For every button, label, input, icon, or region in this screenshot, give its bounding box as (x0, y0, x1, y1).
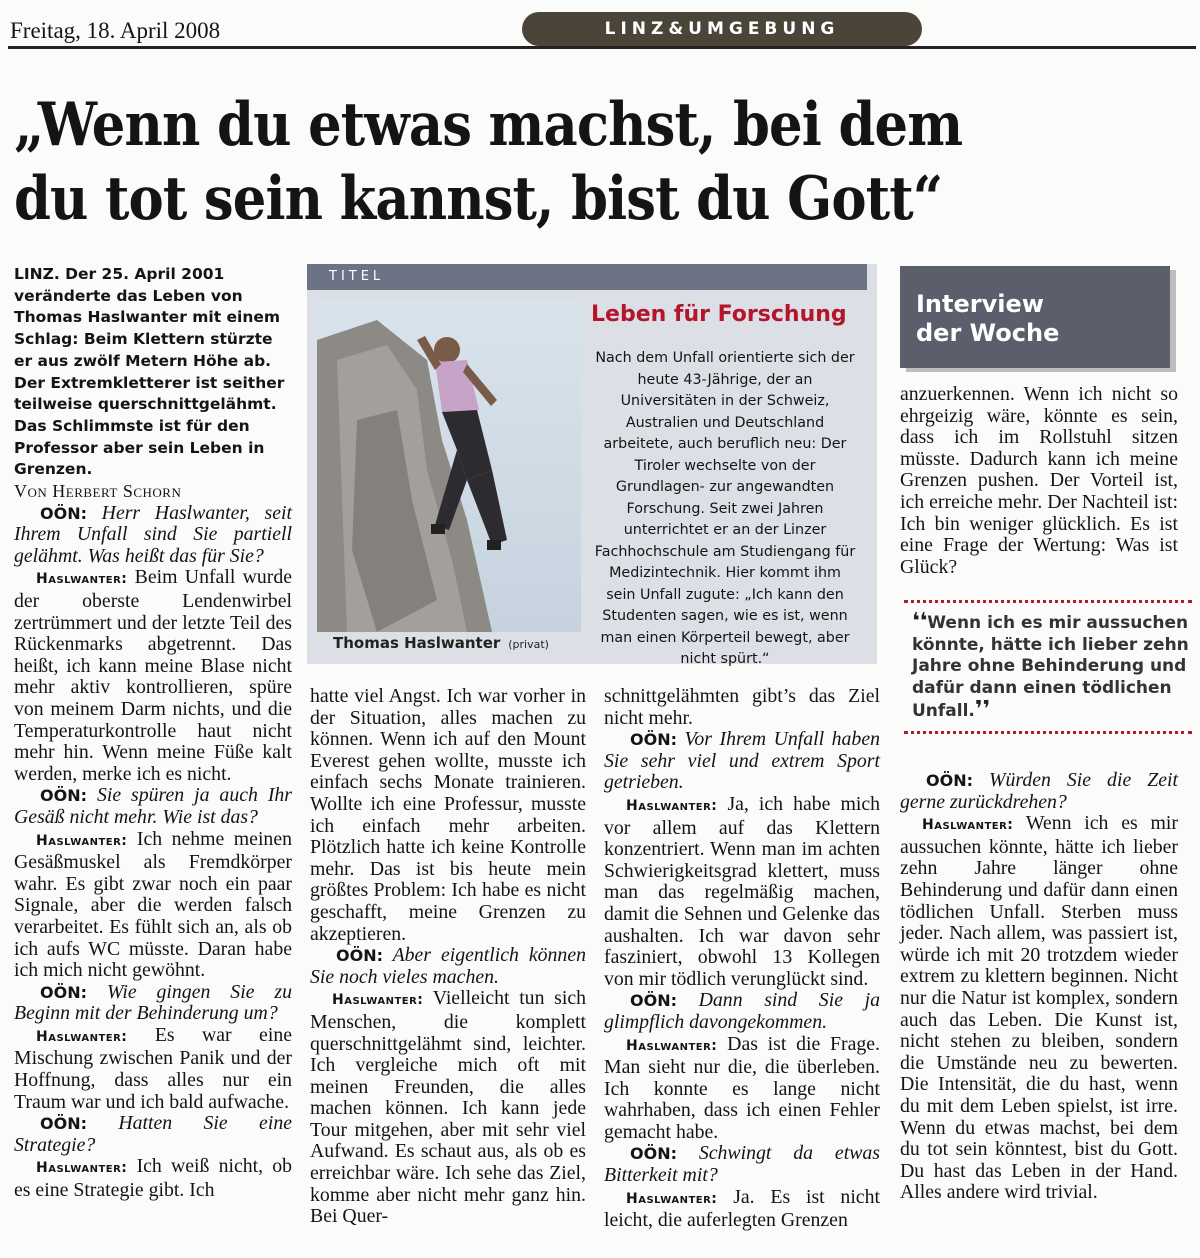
caption-name: Thomas Haslwanter (333, 634, 501, 652)
question-text: Hatten Sie eine Strategie? (14, 1112, 293, 1156)
photo-caption (333, 634, 549, 652)
interview-banner (900, 266, 1170, 368)
answer-text: Beim Unfall wurde der oberste Lendenwirbel zertrümmert und der letzte Teil des Rückenmarks abgetrennt. Das heißt, ich kann meine Blase nicht mehr aktiv kontrollieren, spüre von meinem Darm nichts, und die Temperaturkontrolle haut nicht mehr hin. Wenn meine Füße kalt werden, merke ich es nicht. (14, 566, 293, 785)
question (14, 503, 292, 568)
question (14, 1113, 292, 1156)
question-text: Vor Ihrem Unfall haben Sie sehr viel und extrem Sport getrieben. (604, 728, 880, 794)
label-interviewer: OÖN: (926, 771, 973, 790)
quote-close-icon: ❜❜ (974, 697, 991, 723)
label-interviewee: Haslwanter: (626, 1190, 718, 1207)
label-interviewer: OÖN: (630, 730, 677, 750)
box-title: Leben für Forschung (591, 302, 847, 327)
answer (604, 794, 880, 990)
question (310, 945, 586, 988)
answer (14, 829, 292, 982)
answer (604, 1187, 880, 1232)
label-interviewer: OÖN: (336, 946, 383, 966)
article-column-4-lower (900, 770, 1178, 1204)
label-interviewee: Haslwanter: (922, 817, 1014, 834)
question (604, 990, 880, 1033)
pull-quote (904, 603, 1192, 731)
box-text: Nach dem Unfall orientierte sich der heute 43-Jährige, der an Universitäten in der Schweiz, Australien und Deutschland arbeitete, auch beruflich neu: Der Tiroler wechselte von der Grundlagen- zur angewandten Forschung. Seit zwei Jahren unterrichtet er an der Linzer Fachhochschule am Studiengang für Medizintechnik. Hier kommt ihm sein Unfall zugute: „Ich kann den Studenten sagen, wie es ist, wenn man einen Körperteil bewegt, aber nicht spürt.“ (594, 350, 856, 667)
label-interviewer: OÖN: (40, 503, 87, 523)
pull-quote-text: Wenn ich es mir aussuchen könnte, hätte ich lieber zehn Jahre ohne Behinderung und dafür dann einen tödlichen Unfall. (912, 613, 1189, 722)
label-interviewer: OÖN: (40, 786, 87, 806)
answer-text: Ja. Es ist nicht leicht, die auferlegten Grenzen (604, 1185, 880, 1232)
section-banner: LINZ&UMGEBUNG (522, 12, 922, 46)
label-interviewer: OÖN: (40, 982, 87, 1002)
question (14, 785, 292, 828)
question-text: Wie gingen Sie zu Beginn mit der Behinderung um? (14, 980, 292, 1025)
box-tag: TITEL (307, 264, 867, 290)
question-text: Dann sind Sie ja glimpflich davongekommen. (604, 989, 880, 1033)
banner-line-1: Interview (916, 290, 1044, 318)
answer-text: Ich nehme meinen Gesäßmuskel als Fremdkörper wahr. Es gibt zwar noch ein paar Signale, aber die werden falsch verarbeitet. Es fühlt sich an, als ob ich aufs WC müsste. Daran habe ich mich nicht gewöhnt. (14, 827, 292, 982)
question-text: Herr Haslwanter, seit Ihrem Unfall sind Sie partiell gelähmt. Was heißt das für Sie? (14, 501, 292, 567)
label-interviewee: Haslwanter: (626, 797, 718, 814)
climber-photo (317, 300, 581, 632)
answer-text: Wenn ich es mir aussuchen könnte, hätte ich lieber zehn Jahre länger ohne Behinderung und dafür dann einen tödlichen Unfall. Sterben muss jeder. Nach allem, was passiert ist, würde ich mit 20 trotzdem wieder extrem zu klettern beginnen. Nicht nur die Natur ist komplex, sondern auch das Leben. Die Kunst ist, nicht stehen zu bleiben, sondern die Umstände neu zu bewerten. Die Intensität, die du hast, wenn du mit dem Leben spielst, ist irre. Wenn du etwas machst, bei dem du tot sein könntest, bist du Gott. Du hast das Leben in der Hand. Alles andere wird trivial. (900, 812, 1178, 1204)
answer-text: Das ist die Frage. Man sieht nur die, die überleben. Ich konnte es lange nicht wahrhaben, dass ich einen Fehler gemacht habe. (604, 1032, 880, 1143)
info-box (307, 264, 877, 667)
label-interviewee: Haslwanter: (36, 832, 128, 849)
label-interviewer: OÖN: (40, 1114, 87, 1134)
label-interviewee: Haslwanter: (36, 571, 128, 588)
pull-quote-divider-bottom (904, 731, 1192, 734)
answer (310, 988, 586, 1228)
article-column-3 (604, 686, 880, 1232)
answer-text: Ja, ich habe mich vor allem auf das Klettern konzentriert. Wenn man im achten Schwierigkeitsgrad klettert, muss man das regelmäßig machen, damit die Sehnen und Gelenke das aushalten. Ich war davon sehr fasziniert, obwohl 13 Kollegen von mir tödlich verunglückt sind. (604, 792, 880, 990)
climber-photo-image (317, 300, 581, 632)
answer (14, 1156, 292, 1201)
article-column-4 (900, 384, 1178, 578)
question-text: Würden Sie die Zeit gerne zurückdrehen? (900, 769, 1178, 813)
quote-open-icon: ❛❛ (912, 609, 928, 634)
label-interviewer: OÖN: (630, 991, 677, 1011)
article-column-2 (310, 686, 586, 1228)
answer-text: Ich weiß nicht, ob es eine Strategie gibt. Ich (14, 1155, 292, 1202)
answer-text: Vielleicht tun sich Menschen, die komplett querschnittgelähmt sind, leichter. Ich vergleiche mich oft mit meinen Freunden, die alles machen können. Ich kann jede Tour mitgehen, aber mit sehr viel Aufwand. Es schaut aus, als ob es erreichbar wäre. Ich sehe das Ziel, komme aber nicht mehr ganz hin. Bei Quer- (310, 987, 586, 1228)
question-text: Sie spüren ja auch Ihr Gesäß nicht mehr. Wie ist das? (14, 784, 293, 828)
label-interviewee: Haslwanter: (36, 1160, 128, 1177)
answer-continued: schnittgelähmten gibt’s das Ziel nicht mehr. (604, 685, 880, 729)
label-interviewee: Haslwanter: (626, 1037, 718, 1054)
photo-credit: (privat) (508, 638, 549, 651)
headline-line-2: du tot sein kannst, bist du Gott“ (14, 164, 943, 234)
banner-line-2: der Woche (916, 319, 1060, 347)
label-interviewee: Haslwanter: (332, 992, 424, 1009)
answer (14, 1025, 292, 1113)
label-interviewer: OÖN: (630, 1144, 677, 1164)
label-interviewee: Haslwanter: (36, 1028, 128, 1045)
answer-continued: hatte viel Angst. Ich war vorher in der Situation, alles machen zu können. Wenn ich auf den Mount Everest gehen wollte, musste ich einfach sechs Monate trainieren. Wollte ich eine Professur, musste ich einfach mehr arbeiten. Plötzlich hatte ich keine Kontrolle mehr. Das ist bis heute mein größtes Problem: Ich habe es nicht geschafft, meine Grenzen zu akzeptieren. (310, 685, 586, 945)
question-text: Aber eigentlich können Sie noch vieles machen. (310, 944, 586, 988)
answer-text: Es war eine Mischung zwischen Panik und der Hoffnung, dass alles nur ein Traum war und ich bald aufwache. (14, 1023, 292, 1113)
question (900, 770, 1178, 813)
headline (14, 88, 1052, 236)
answer (604, 1034, 880, 1144)
issue-date: Freitag, 18. April 2008 (10, 18, 221, 43)
answer (14, 567, 292, 785)
pull-quote-block (904, 600, 1192, 734)
question (604, 1143, 880, 1186)
top-divider (8, 46, 1196, 49)
article-column-1 (14, 264, 292, 1202)
article-lead: LINZ. Der 25. April 2001 veränderte das Leben von Thomas Haslwanter mit einem Schlag: Beim Klettern stürzte er aus zwölf Metern Höhe ab. Der Extremkletterer ist seither teilweise querschnittgelähmt. Das Schlimmste ist für den Professor aber sein Leben in Grenzen. (14, 265, 285, 479)
byline: Von Herbert Schorn (14, 481, 182, 502)
question-text: Schwingt da etwas Bitterkeit mit? (604, 1142, 880, 1187)
question (604, 729, 880, 794)
headline-line-1: „Wenn du etwas machst, bei dem (14, 90, 963, 160)
answer-continued: anzuerkennen. Wenn ich nicht so ehrgeizig wäre, könnte es sein, dass ich im Rollstuhl sitzen müsste. Dadurch kann ich meine Grenzen pushen. Der Vorteil ist, ich erreiche mehr. Der Nachteil ist: Ich bin weniger glücklich. Es ist eine Frage der Wertung: Was ist Glück? (900, 383, 1178, 578)
question (14, 982, 292, 1025)
answer (900, 813, 1178, 1204)
